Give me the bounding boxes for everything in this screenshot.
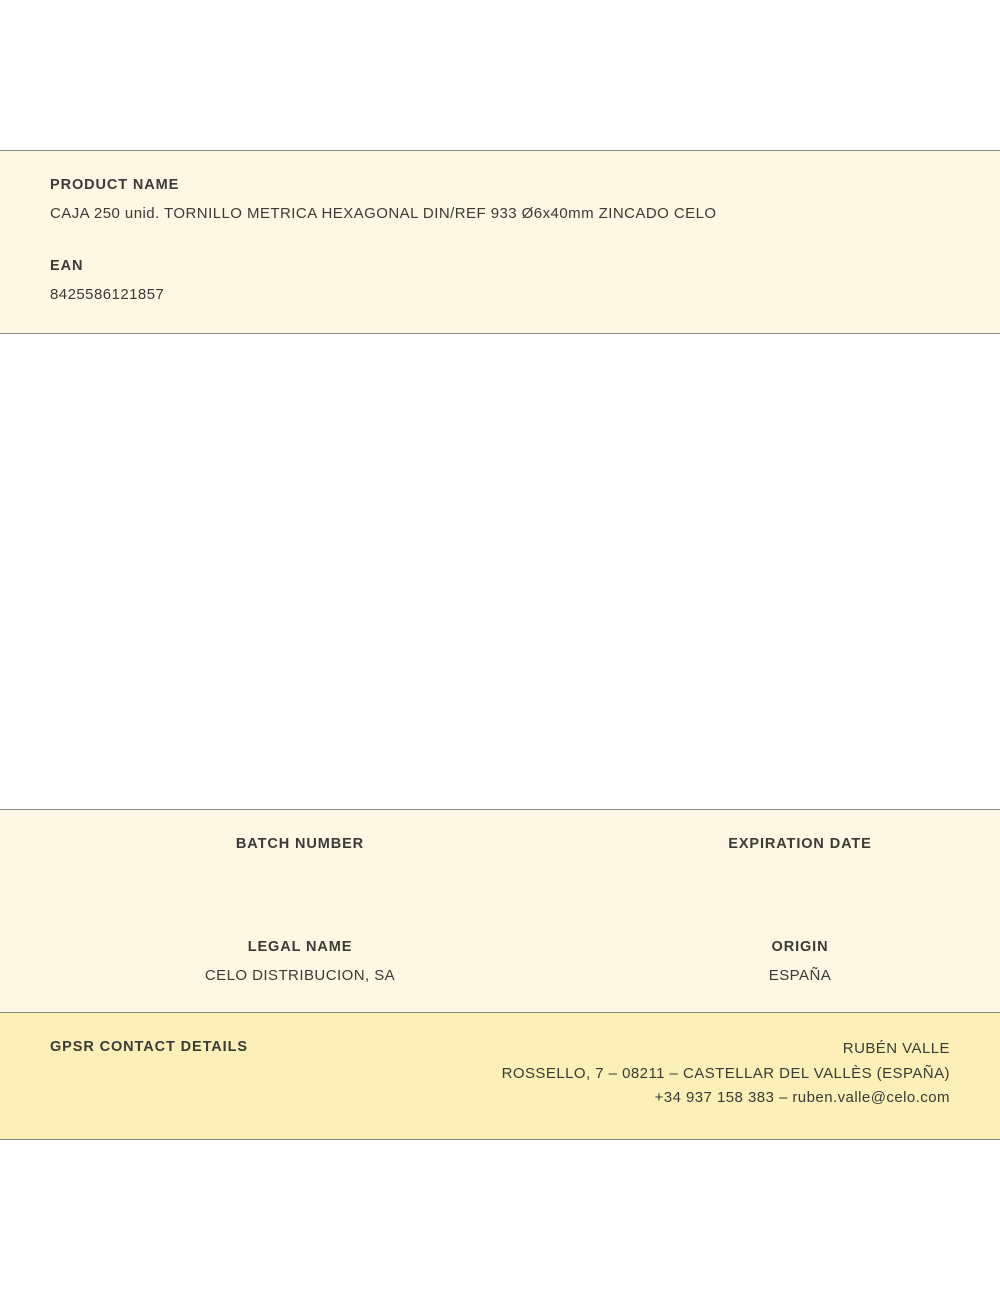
expiration-date-group xyxy=(600,836,1000,883)
legal-origin-row xyxy=(0,939,1000,986)
origin-group xyxy=(600,939,1000,986)
batch-number-label: BATCH NUMBER xyxy=(235,835,365,852)
gpsr-contact-address: ROSSELLO, 7 – 08211 – CASTELLAR DEL VALLÈS (ESPAÑA) xyxy=(501,1064,950,1082)
ean-group xyxy=(50,258,950,303)
legal-name-label: LEGAL NAME xyxy=(247,938,353,955)
batch-expiration-row xyxy=(0,836,1000,883)
product-info-section xyxy=(0,150,1000,334)
gpsr-contact-phone-email: +34 937 158 383 – ruben.valle@celo.com xyxy=(654,1089,950,1107)
bottom-margin xyxy=(0,1140,1000,1300)
origin-label: ORIGIN xyxy=(771,938,829,955)
ean-label: EAN xyxy=(50,258,84,274)
blank-content-area xyxy=(0,334,1000,809)
legal-name-group xyxy=(0,939,600,986)
gpsr-contact-section xyxy=(0,1013,1000,1140)
gpsr-contact-label: GPSR CONTACT DETAILS xyxy=(50,1038,248,1055)
expiration-date-value xyxy=(620,864,980,883)
gpsr-contact-details xyxy=(502,1037,950,1111)
top-margin xyxy=(0,0,1000,150)
batch-number-value xyxy=(20,864,580,883)
expiration-date-label: EXPIRATION DATE xyxy=(728,835,872,852)
ean-value: 8425586121857 xyxy=(50,286,165,303)
origin-value: ESPAÑA xyxy=(768,966,832,984)
product-name-value: CAJA 250 unid. TORNILLO METRICA HEXAGONAL DIN/REF 933 Ø6x40mm ZINCADO CELO xyxy=(50,205,717,222)
gpsr-contact-name: RUBÉN VALLE xyxy=(842,1039,950,1057)
product-name-label: PRODUCT NAME xyxy=(50,177,180,193)
traceability-section xyxy=(0,809,1000,1013)
product-name-group xyxy=(50,177,950,222)
batch-number-group xyxy=(0,836,600,883)
legal-name-value: CELO DISTRIBUCION, SA xyxy=(204,966,396,984)
